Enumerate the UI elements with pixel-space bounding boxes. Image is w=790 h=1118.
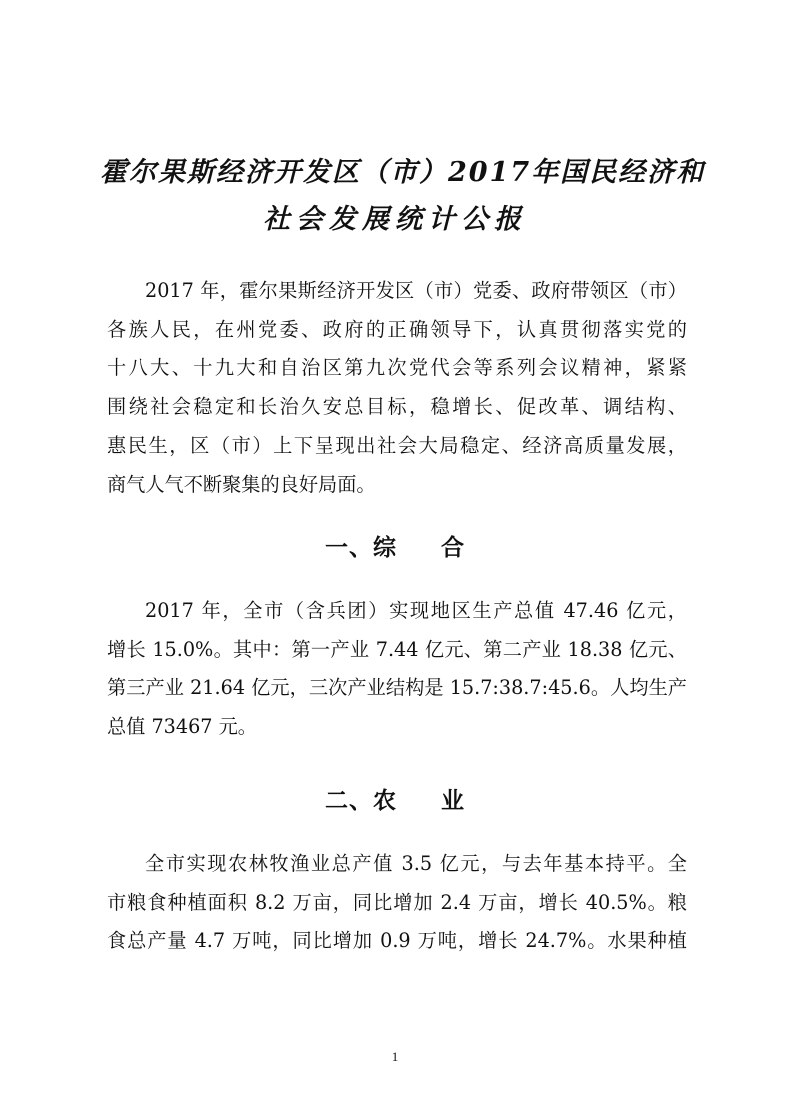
intro-line: 惠民生，区（市）上下呈现出社会大局稳定、经济高质量发展， bbox=[107, 433, 687, 457]
section-agriculture-line: 全市实现农林牧渔业总产值 3.5 亿元，与去年基本持平。全 bbox=[145, 852, 687, 875]
section-agriculture-line: 市粮食种植面积 8.2 万亩，同比增加 2.4 万亩，增长 40.5%。粮 bbox=[107, 890, 687, 914]
section-general-line: 第三产业 21.64 亿元，三次产业结构是 15.7:38.7:45.6。人均生产 bbox=[107, 676, 687, 700]
page-number: 1 bbox=[391, 1049, 399, 1064]
section-agriculture-line: 食总产量 4.7 万吨，同比增加 0.9 万吨，增长 24.7%。水果种植 bbox=[107, 929, 687, 953]
document-title-line-2: 社会发展统计公报 bbox=[263, 204, 527, 235]
section-agriculture-paragraph bbox=[107, 845, 687, 961]
section-heading-agriculture bbox=[100, 782, 690, 815]
section-heading-agriculture-suffix: 业 bbox=[441, 787, 465, 814]
document-title-line-1: 霍尔果斯经济开发区（市）2017年国民经济和 bbox=[100, 157, 706, 188]
section-heading-general-prefix: 一、综 bbox=[325, 534, 397, 561]
section-heading-agriculture-prefix: 二、农 bbox=[325, 787, 397, 814]
section-general-line: 2017 年，全市（含兵团）实现地区生产总值 47.46 亿元， bbox=[145, 599, 687, 622]
intro-line: 各族人民，在州党委、政府的正确领导下，认真贯彻落实党的 bbox=[107, 317, 687, 341]
section-general-paragraph bbox=[107, 592, 687, 747]
intro-line: 2017 年，霍尔果斯经济开发区（市）党委、政府带领区（市） bbox=[145, 279, 687, 302]
intro-line: 十八大、十九大和自治区第九次党代会等系列会议精神，紧紧 bbox=[107, 356, 687, 380]
intro-line: 商气人气不断聚集的良好局面。 bbox=[107, 472, 376, 496]
section-general-line: 增长 15.0%。其中：第一产业 7.44 亿元、第二产业 18.38 亿元、 bbox=[107, 637, 687, 661]
section-heading-general-suffix: 合 bbox=[441, 534, 465, 561]
section-heading-general bbox=[100, 529, 690, 562]
section-general-line: 总值 73467 元。 bbox=[107, 715, 257, 739]
intro-line: 围绕社会稳定和长治久安总目标，稳增长、促改革、调结构、 bbox=[107, 395, 687, 419]
intro-paragraph bbox=[107, 272, 687, 504]
